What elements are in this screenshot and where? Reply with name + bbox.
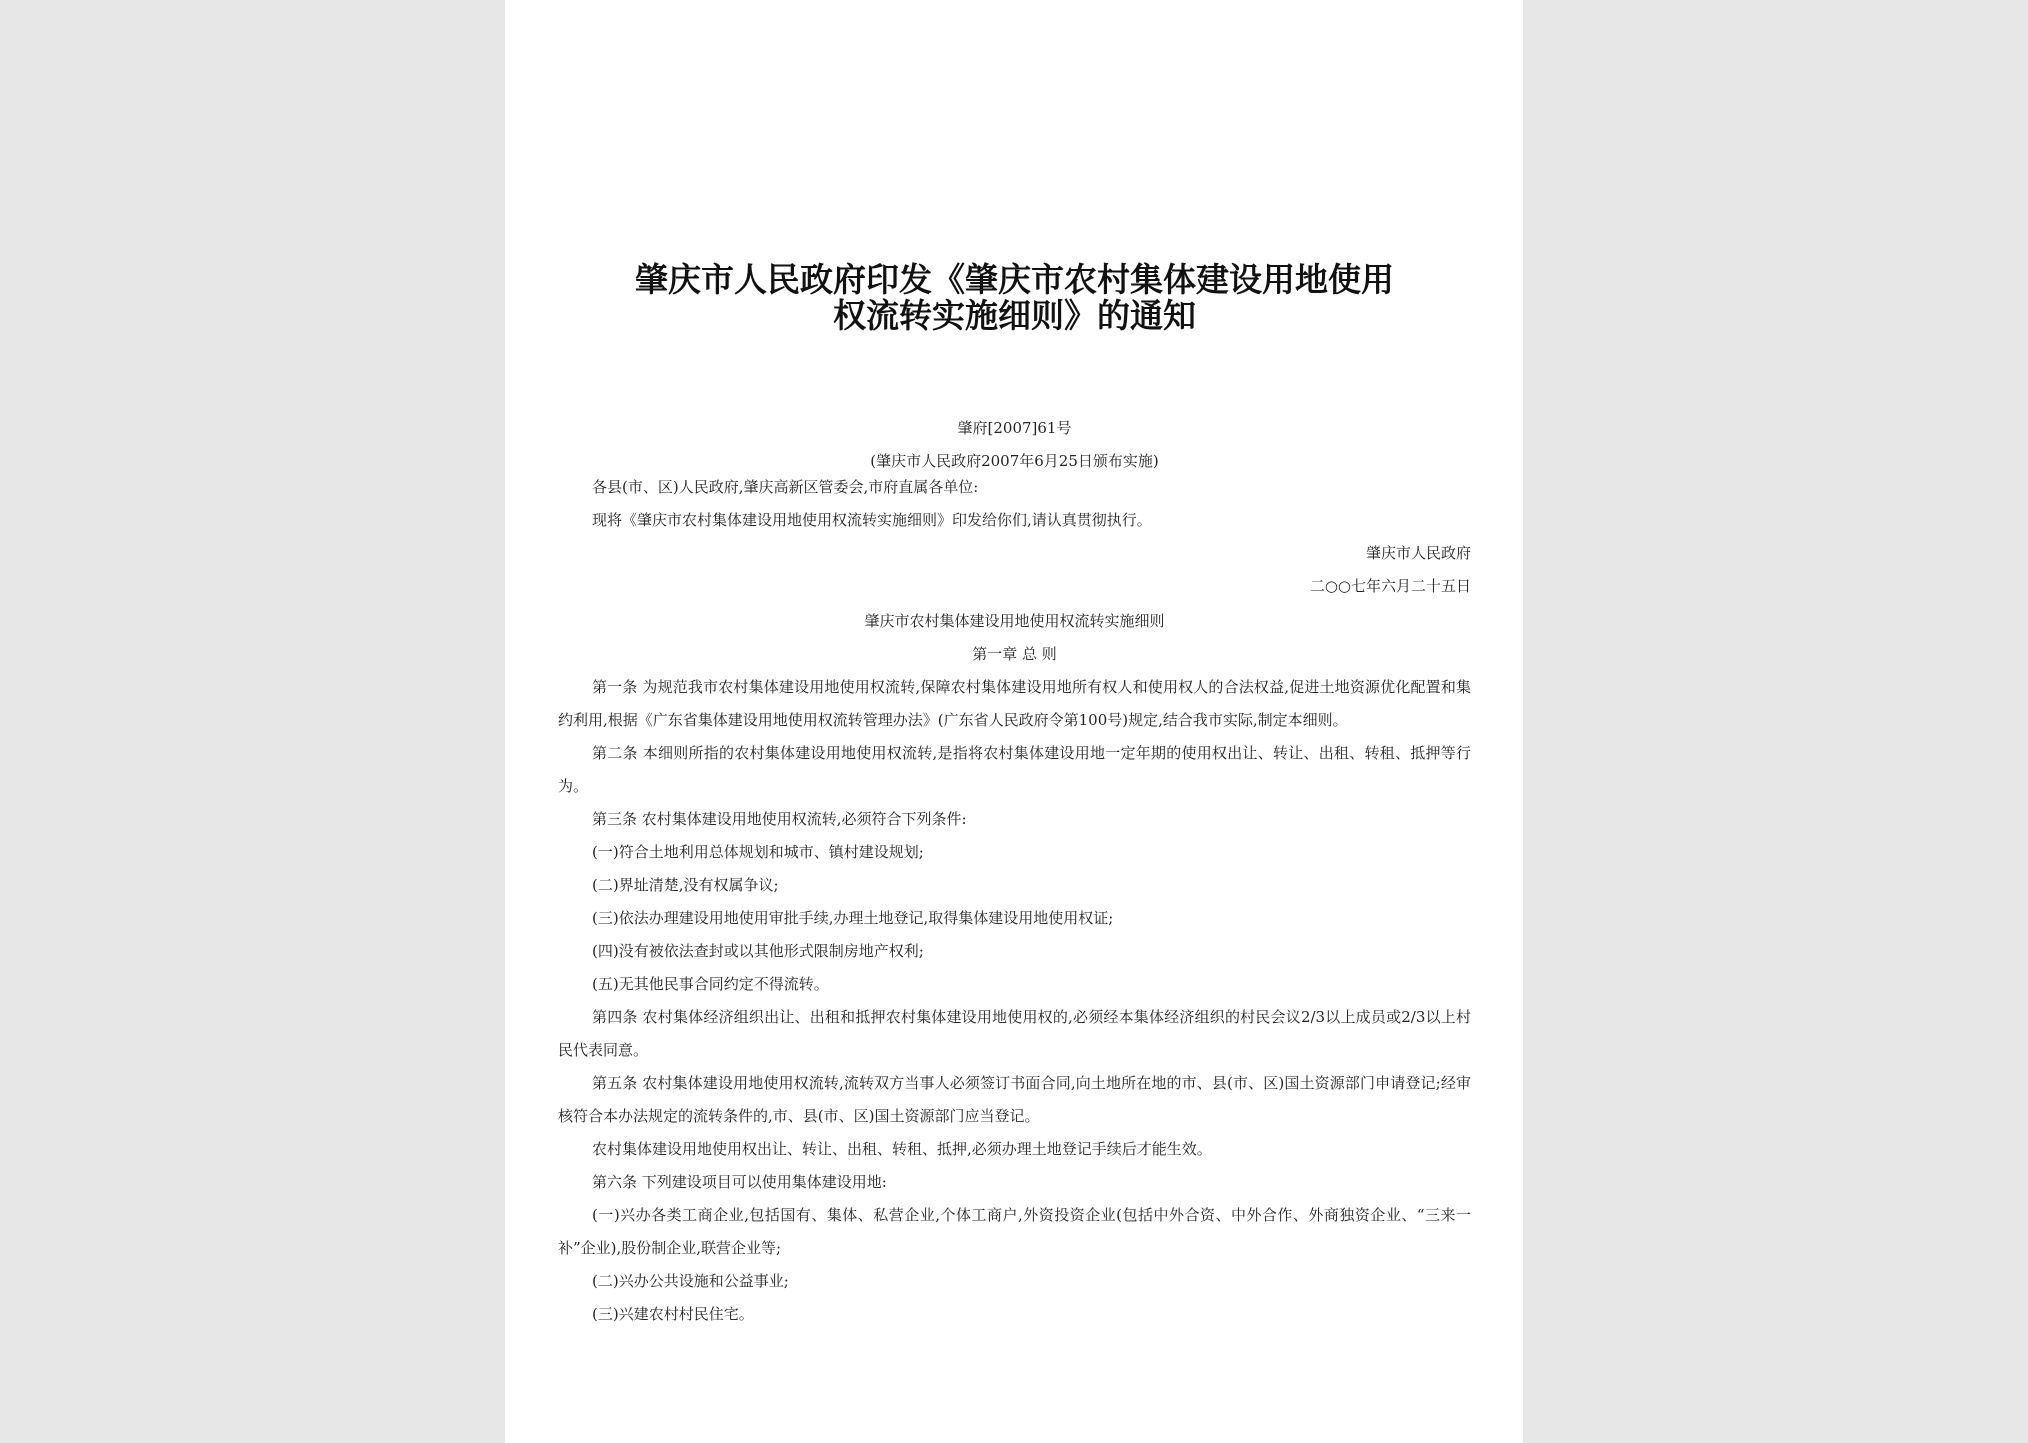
condition-item: (三)依法办理建设用地使用审批手续,办理土地登记,取得集体建设用地使用权证; xyxy=(592,909,1114,927)
document-page xyxy=(505,0,1523,1443)
promulgation-note: (肇庆市人民政府2007年6月25日颁布实施) xyxy=(870,452,1159,470)
condition-item: (四)没有被依法查封或以其他形式限制房地产权利; xyxy=(592,942,924,960)
article-paragraph: 第六条 下列建设项目可以使用集体建设用地: xyxy=(592,1173,887,1191)
document-content xyxy=(558,262,1471,1331)
issue-date: 二○○七年六月二十五日 xyxy=(1309,577,1471,595)
article-paragraph: 第三条 农村集体建设用地使用权流转,必须符合下列条件: xyxy=(592,810,967,828)
chapter-heading: 第一章 总 则 xyxy=(972,645,1057,663)
title-line-1: 肇庆市人民政府印发《肇庆市农村集体建设用地使用 xyxy=(635,260,1394,299)
project-item: (一)兴办各类工商企业,包括国有、集体、私营企业,个体工商户,外资投资企业(包括中外合资、中外合作、外商独资企业、“三来一补”企业),股份制企业,联营企业等; xyxy=(558,1206,1471,1257)
rules-title: 肇庆市农村集体建设用地使用权流转实施细则 xyxy=(864,612,1165,630)
condition-item: (一)符合土地利用总体规划和城市、镇村建设规划; xyxy=(592,843,924,861)
project-item: (二)兴办公共设施和公益事业; xyxy=(592,1272,789,1290)
article-paragraph: 第五条 农村集体建设用地使用权流转,流转双方当事人必须签订书面合同,向土地所在地的市、县(市、区)国土资源部门申请登记;经审核符合本办法规定的流转条件的,市、县(市、区)国土资源部门应当登记。 xyxy=(558,1074,1471,1125)
condition-item: (二)界址清楚,没有权属争议; xyxy=(592,876,779,894)
document-title xyxy=(558,262,1471,334)
issuer: 肇庆市人民政府 xyxy=(1365,544,1471,562)
title-line-2: 权流转实施细则》的通知 xyxy=(833,296,1196,335)
article-paragraph: 第二条 本细则所指的农村集体建设用地使用权流转,是指将农村集体建设用地一定年期的使用权出让、转让、出租、转租、抵押等行为。 xyxy=(558,744,1471,795)
intro-paragraph: 现将《肇庆市农村集体建设用地使用权流转实施细则》印发给你们,请认真贯彻执行。 xyxy=(592,511,1152,529)
article-paragraph: 第四条 农村集体经济组织出让、出租和抵押农村集体建设用地使用权的,必须经本集体经济组织的村民会议2/3以上成员或2/3以上村民代表同意。 xyxy=(558,1008,1471,1059)
document-number: 肇府[2007]61号 xyxy=(957,419,1072,437)
condition-item: (五)无其他民事合同约定不得流转。 xyxy=(592,975,829,993)
addressee: 各县(市、区)人民政府,肇庆高新区管委会,市府直属各单位: xyxy=(592,478,979,496)
article-paragraph: 农村集体建设用地使用权出让、转让、出租、转租、抵押,必须办理土地登记手续后才能生效。 xyxy=(592,1140,1212,1158)
project-item: (三)兴建农村村民住宅。 xyxy=(592,1305,754,1323)
article-paragraph: 第一条 为规范我市农村集体建设用地使用权流转,保障农村集体建设用地所有权人和使用权人的合法权益,促进土地资源优化配置和集约利用,根据《广东省集体建设用地使用权流转管理办法》(广东省人民政府令第100号)规定,结合我市实际,制定本细则。 xyxy=(558,678,1471,729)
